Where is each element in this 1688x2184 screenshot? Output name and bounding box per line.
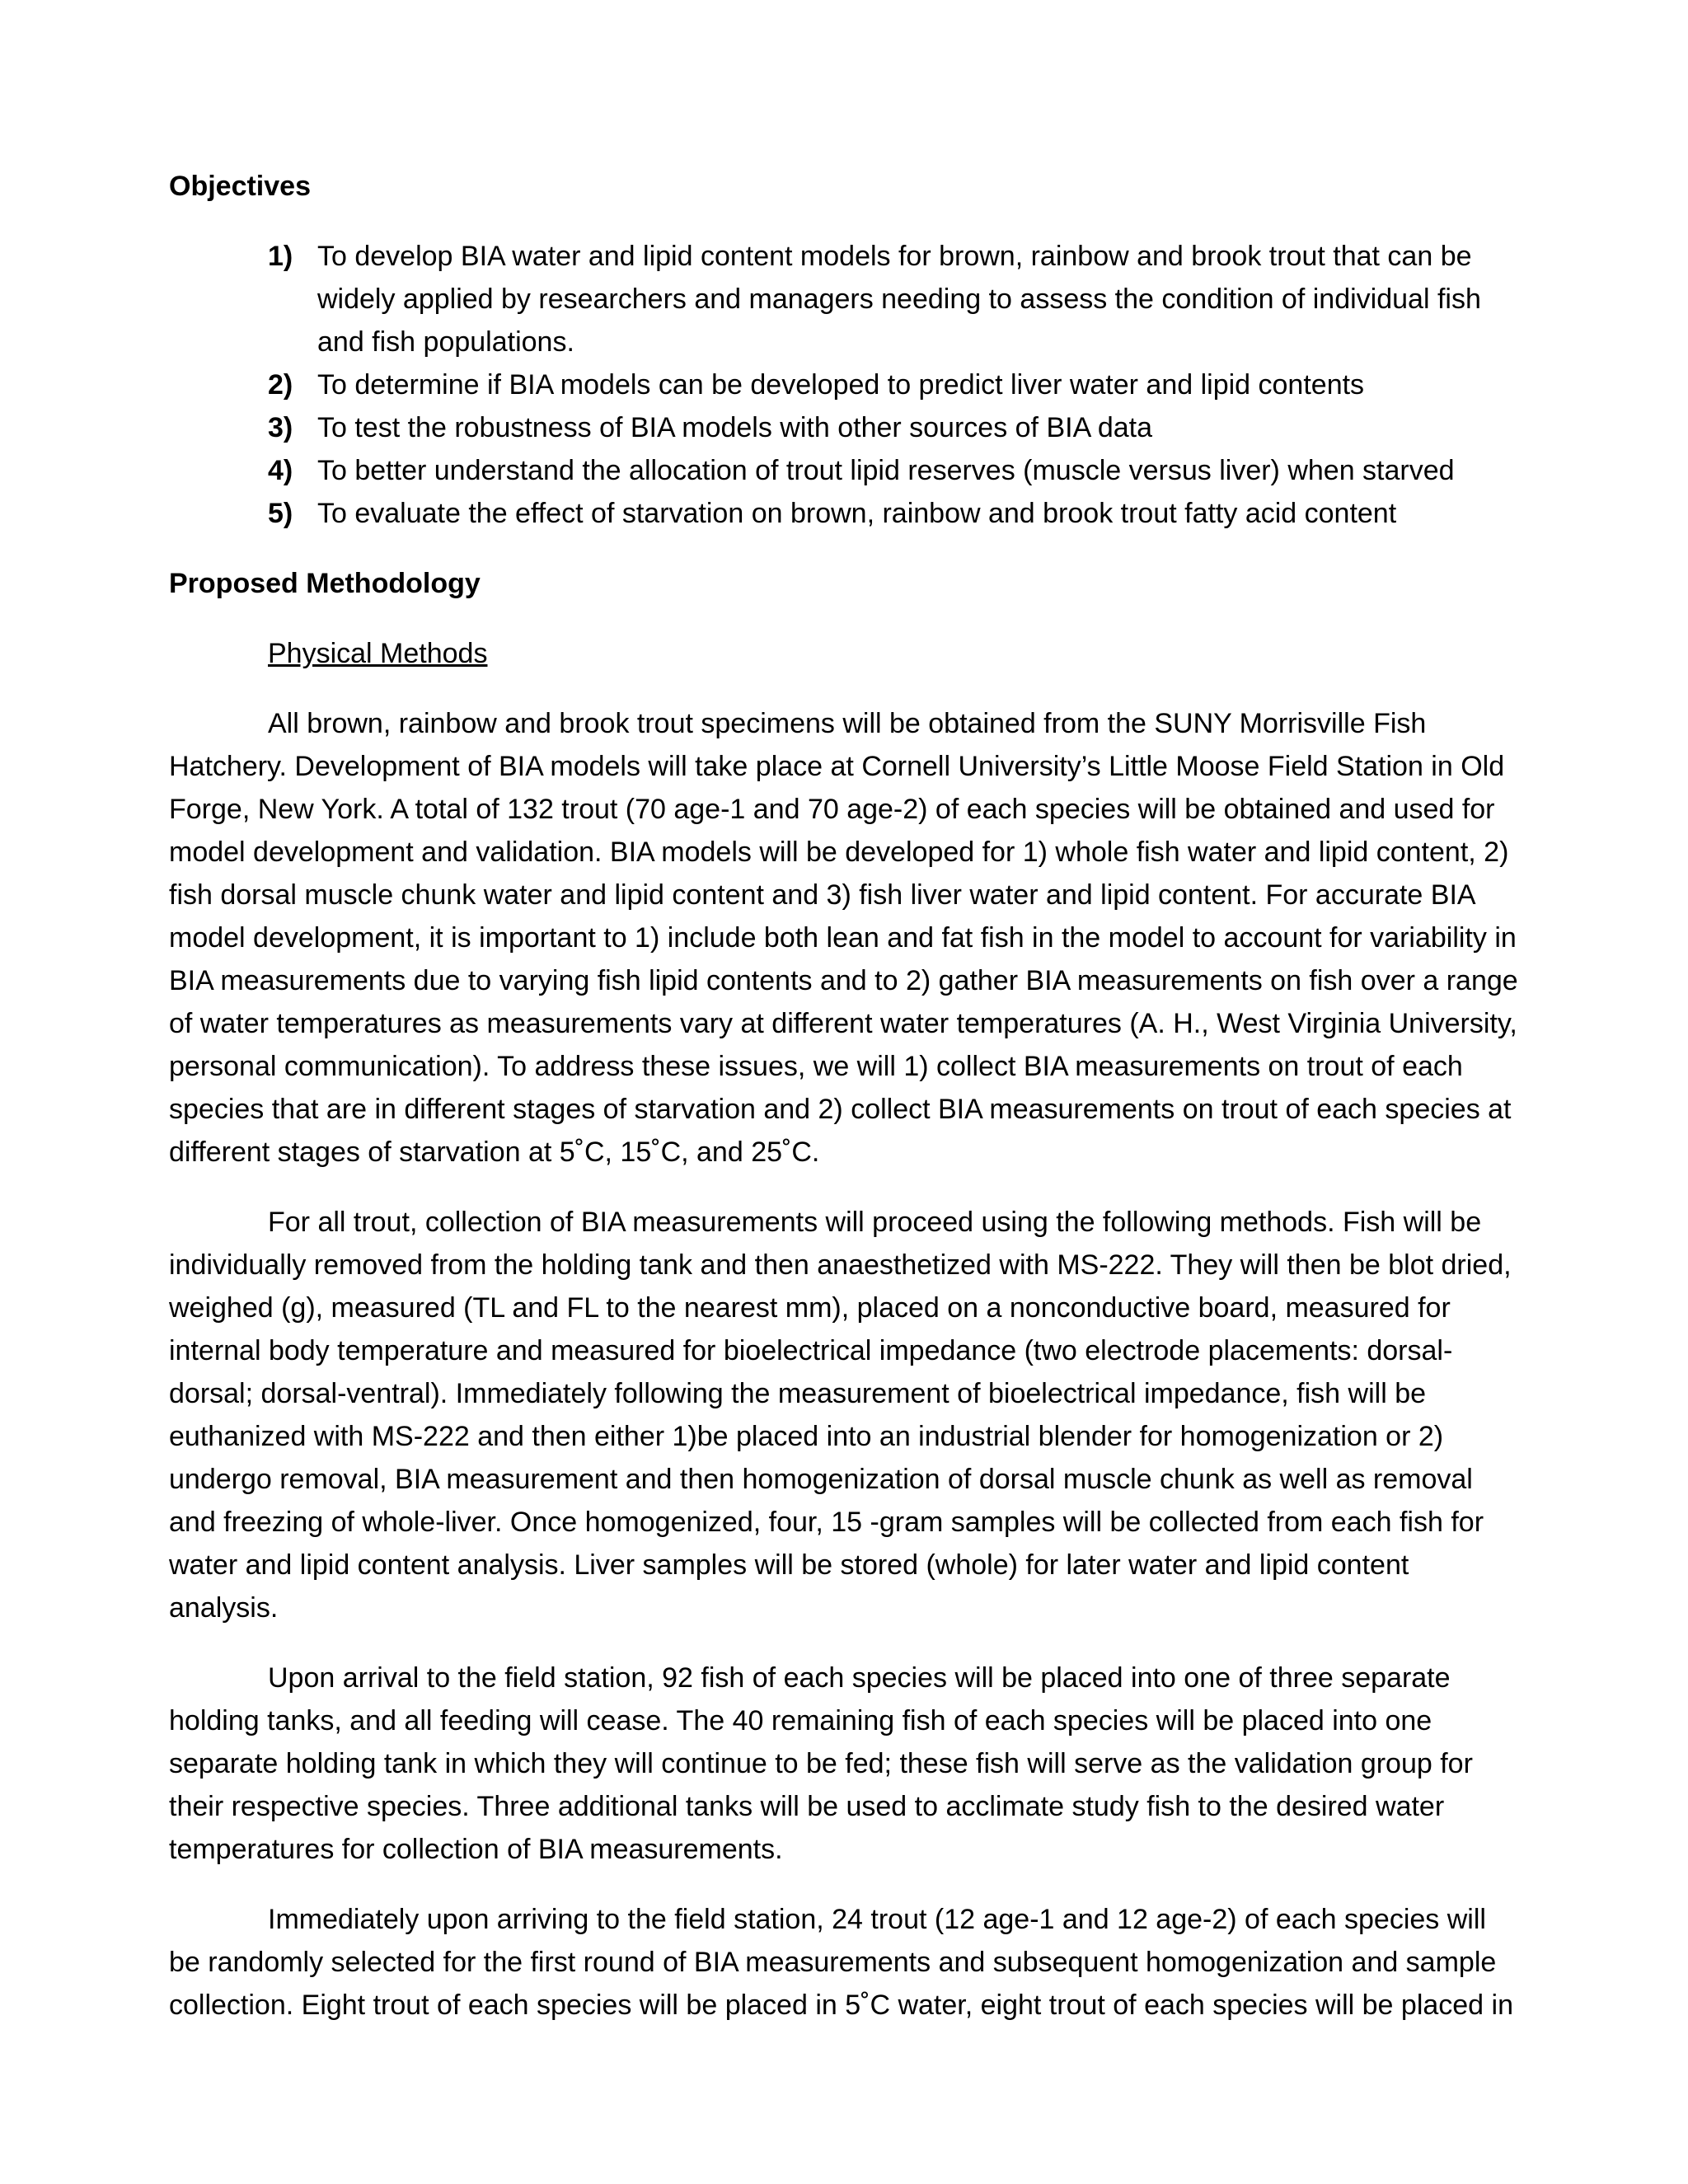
objective-item-4 [268, 449, 1521, 492]
objective-number: 2) [268, 369, 293, 401]
objective-text: To develop BIA water and lipid content models for brown, rainbow and brook trout that can be widely applied by researchers and managers needing to assess the condition of individual fish and fish populations. [317, 241, 1481, 358]
objectives-list [169, 235, 1521, 535]
objective-number: 5) [268, 498, 293, 529]
methodology-paragraph: Immediately upon arriving to the field station, 24 trout (12 age-1 and 12 age-2) of each species will be randomly selected for the first round of BIA measurements and subsequent homogenization and sample collection. Eight trout of each species will be placed in 5˚C water, eight trout of each species will be placed in [169, 1904, 1514, 2021]
physical-methods-subheading: Physical Methods [268, 638, 488, 669]
objective-item-5 [268, 492, 1521, 535]
objectives-heading: Objectives [169, 171, 311, 202]
methodology-paragraph: For all trout, collection of BIA measurements will proceed using the following methods. Fish will be individually removed from the holding tank and then anaesthetized with MS-222. They will then be blot dried, weighed (g), measured (TL and FL to the nearest mm), placed on a nonconductive board, measured for internal body temperature and measured for bioelectrical impedance (two electrode placements: dorsal-dorsal; dorsal-ventral). Immediately following the measurement of bioelectrical impedance, fish will be euthanized with MS-222 and then either 1)be placed into an industrial blender for homogenization or 2) undergo removal, BIA measurement and then homogenization of dorsal muscle chunk as well as removal and freezing of whole-liver. Once homogenized, four, 15 -gram samples will be collected from each fish for water and lipid content analysis. Liver samples will be stored (whole) for later water and lipid content analysis. [169, 1207, 1512, 1624]
objective-text: To better understand the allocation of trout lipid reserves (muscle versus liver) when starved [317, 455, 1455, 486]
objective-item-2 [268, 363, 1521, 406]
objective-number: 3) [268, 412, 293, 443]
methodology-paragraph: All brown, rainbow and brook trout specimens will be obtained from the SUNY Morrisville Fish Hatchery. Development of BIA models will take place at Cornell University’s Little Moose Field Station in Old Forge, New York. A total of 132 trout (70 age-1 and 70 age-2) of each species will be obtained and used for model development and validation. BIA models will be developed for 1) whole fish water and lipid content, 2) fish dorsal muscle chunk water and lipid content and 3) fish liver water and lipid content. For accurate BIA model development, it is important to 1) include both lean and fat fish in the model to account for variability in BIA measurements due to varying fish lipid contents and to 2) gather BIA measurements on fish over a range of water temperatures as measurements vary at different water temperatures (A. H., West Virginia University, personal communication). To address these issues, we will 1) collect BIA measurements on trout of each species that are in different stages of starvation and 2) collect BIA measurements on trout of each species at different stages of starvation at 5˚C, 15˚C, and 25˚C. [169, 708, 1518, 1168]
objective-text: To evaluate the effect of starvation on brown, rainbow and brook trout fatty acid content [317, 498, 1397, 529]
objective-item-1 [268, 235, 1521, 363]
objective-item-3 [268, 406, 1521, 449]
objective-number: 1) [268, 241, 293, 272]
objective-number: 4) [268, 455, 293, 486]
objective-text: To test the robustness of BIA models with other sources of BIA data [317, 412, 1152, 443]
methodology-heading: Proposed Methodology [169, 568, 481, 599]
objective-text: To determine if BIA models can be developed to predict liver water and lipid contents [317, 369, 1365, 401]
document-page [169, 165, 1521, 2054]
methodology-paragraph: Upon arrival to the field station, 92 fish of each species will be placed into one of three separate holding tanks, and all feeding will cease. The 40 remaining fish of each species will be placed into one separate holding tank in which they will continue to be fed; these fish will serve as the validation group for their respective species. Three additional tanks will be used to acclimate study fish to the desired water temperatures for collection of BIA measurements. [169, 1662, 1473, 1865]
